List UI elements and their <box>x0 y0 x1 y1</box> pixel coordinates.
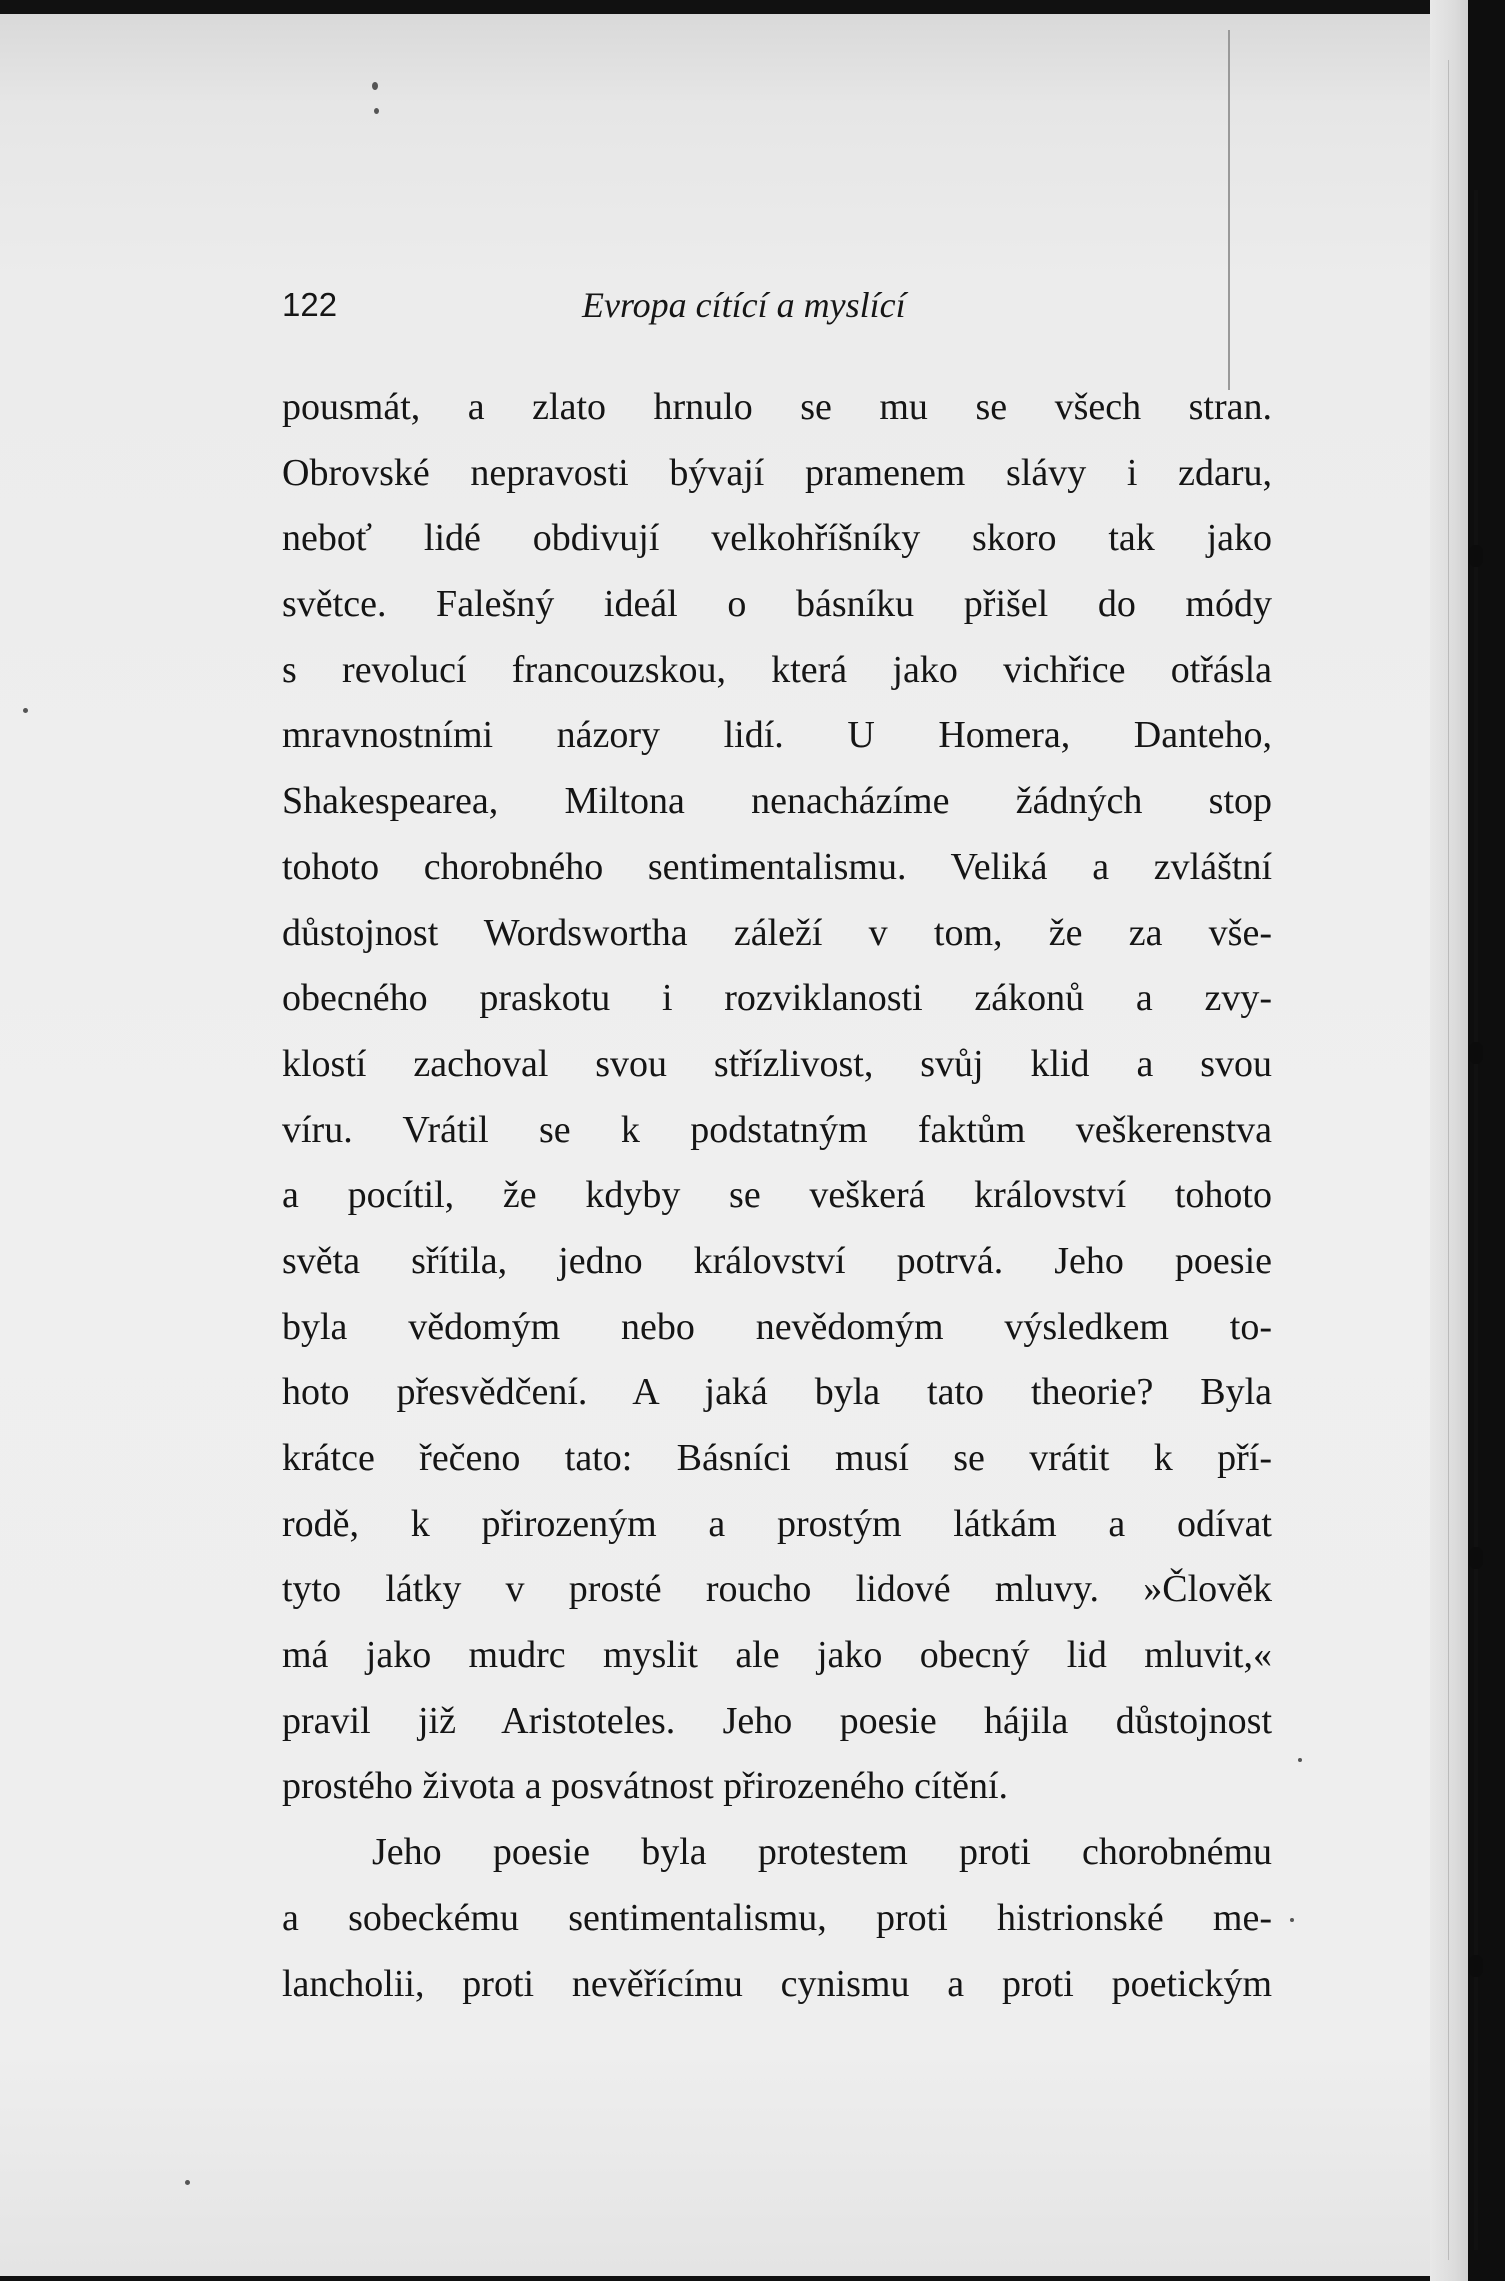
dust-speck <box>1290 1918 1294 1922</box>
text-line: mravnostními názory lidí. U Homera, Danteho, <box>282 714 1272 757</box>
text-line: a sobeckému sentimentalismu, proti histrionské me- <box>282 1896 1272 1939</box>
text-line: Obrovské nepravosti bývají pramenem slávy i zdaru, <box>282 451 1272 494</box>
text-line: důstojnost Wordswortha záleží v tom, že za vše- <box>282 911 1272 954</box>
text-line: pousmát, a zlato hrnulo se mu se všech stran. <box>282 386 1272 428</box>
binding-edge-line <box>1474 190 1478 2250</box>
dust-speck <box>23 708 28 713</box>
text-line: světa sřítila, jedno království potrvá. Jeho poesie <box>282 1239 1272 1282</box>
text-line: klostí zachoval svou střízlivost, svůj klid a svou <box>282 1042 1272 1085</box>
scan-crease-line <box>1228 30 1230 390</box>
paragraph-start-line: Jeho poesie byla protestem proti chorobnému <box>372 1831 1272 1874</box>
text-line: tyto látky v prosté roucho lidové mluvy. »Člověk <box>282 1568 1272 1611</box>
text-line: světce. Falešný ideál o básníku přišel do módy <box>282 583 1272 626</box>
text-line: s revolucí francouzskou, která jako vichřice otřásla <box>282 648 1272 691</box>
text-line: hoto přesvědčení. A jaká byla tato theorie? Byla <box>282 1371 1272 1414</box>
paragraph-end-line: prostého života a posvátnost přirozeného cítění. <box>282 1765 1009 1808</box>
running-title: Evropa cítící a myslící <box>582 285 906 325</box>
text-line: lancholii, proti nevěřícímu cynismu a proti poetickým <box>282 1962 1272 2005</box>
binding-mark <box>1469 1955 1483 1977</box>
text-line: rodě, k přirozeným a prostým látkám a odívat <box>282 1502 1272 1545</box>
text-line: obecného praskotu i rozviklanosti zákonů a zvy- <box>282 977 1272 1020</box>
text-line: Shakespearea, Miltona nenacházíme žádných stop <box>282 780 1272 823</box>
body-text <box>282 375 1272 2017</box>
text-line: víru. Vrátil se k podstatným faktům veškerenstva <box>282 1108 1272 1151</box>
text-line: má jako mudrc myslit ale jako obecný lid mluvit,« <box>282 1634 1272 1677</box>
binding-mark <box>1469 1547 1483 1569</box>
page-header <box>282 286 1272 332</box>
dust-speck <box>1298 1758 1302 1762</box>
text-line: tohoto chorobného sentimentalismu. Veliká a zvláštní <box>282 845 1272 888</box>
scan-crease-line <box>1448 60 1449 2260</box>
dust-speck <box>372 82 378 90</box>
text-line: byla vědomým nebo nevědomým výsledkem to- <box>282 1305 1272 1348</box>
text-line: neboť lidé obdivují velkohříšníky skoro tak jako <box>282 517 1272 560</box>
text-line: krátce řečeno tato: Básníci musí se vrátit k pří- <box>282 1437 1272 1479</box>
dust-speck <box>185 2180 190 2185</box>
page-edge-strip <box>1430 0 1470 2281</box>
dust-speck <box>374 108 379 114</box>
text-line: a pocítil, že kdyby se veškerá království tohoto <box>282 1174 1272 1217</box>
binding-mark <box>1469 1042 1483 1064</box>
binding-mark <box>1469 545 1483 567</box>
text-line: pravil již Aristoteles. Jeho poesie hájila důstojnost <box>282 1699 1272 1742</box>
page-number: 122 <box>282 286 338 323</box>
